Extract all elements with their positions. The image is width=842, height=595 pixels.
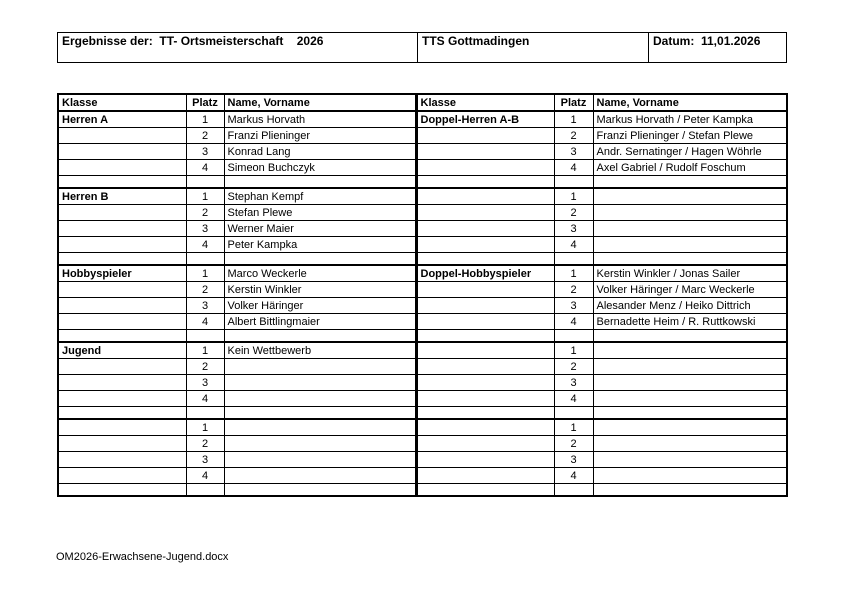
left-platz-cell: 2 bbox=[186, 128, 224, 144]
result-row bbox=[58, 205, 787, 221]
results-title: Ergebnisse der: TT- Ortsmeisterschaft 2026 bbox=[58, 33, 418, 63]
left-platz-cell: 4 bbox=[186, 160, 224, 176]
left-class-cell bbox=[58, 160, 186, 176]
left-name-cell: Stephan Kempf bbox=[224, 188, 416, 205]
result-row bbox=[58, 468, 787, 484]
column-header-right-platz: Platz bbox=[554, 94, 593, 111]
left-name-cell bbox=[224, 375, 416, 391]
results-table-header-row bbox=[58, 94, 787, 111]
left-name-cell bbox=[224, 391, 416, 407]
left-class-cell bbox=[58, 484, 186, 497]
result-row bbox=[58, 298, 787, 314]
left-name-cell bbox=[224, 452, 416, 468]
left-name-cell bbox=[224, 468, 416, 484]
left-class-cell bbox=[58, 144, 186, 160]
document-header-table bbox=[57, 32, 787, 63]
right-platz-cell bbox=[554, 407, 593, 420]
result-row bbox=[58, 265, 787, 282]
right-class-cell bbox=[416, 253, 554, 266]
left-name-cell bbox=[224, 253, 416, 266]
right-name-cell bbox=[593, 484, 787, 497]
right-class-cell bbox=[416, 160, 554, 176]
left-name-cell bbox=[224, 359, 416, 375]
date-label: Datum: 11,01.2026 bbox=[649, 33, 787, 63]
left-platz-cell: 3 bbox=[186, 375, 224, 391]
right-platz-cell: 3 bbox=[554, 144, 593, 160]
right-platz-cell: 4 bbox=[554, 468, 593, 484]
results-table bbox=[57, 93, 788, 497]
right-name-cell: Markus Horvath / Peter Kampka bbox=[593, 111, 787, 128]
right-platz-cell: 3 bbox=[554, 221, 593, 237]
right-name-cell: Kerstin Winkler / Jonas Sailer bbox=[593, 265, 787, 282]
left-name-cell: Franzi Plieninger bbox=[224, 128, 416, 144]
left-class-cell bbox=[58, 391, 186, 407]
left-platz-cell bbox=[186, 253, 224, 266]
left-class-cell bbox=[58, 359, 186, 375]
left-platz-cell: 1 bbox=[186, 188, 224, 205]
left-class-cell bbox=[58, 407, 186, 420]
left-class-cell bbox=[58, 419, 186, 436]
spacer-row bbox=[58, 330, 787, 343]
club-name: TTS Gottmadingen bbox=[418, 33, 649, 63]
right-class-cell bbox=[416, 144, 554, 160]
column-header-left-klasse: Klasse bbox=[58, 94, 186, 111]
left-class-cell bbox=[58, 375, 186, 391]
left-name-cell: Stefan Plewe bbox=[224, 205, 416, 221]
right-platz-cell: 4 bbox=[554, 237, 593, 253]
left-name-cell: Marco Weckerle bbox=[224, 265, 416, 282]
right-name-cell: Alesander Menz / Heiko Dittrich bbox=[593, 298, 787, 314]
right-class-cell bbox=[416, 452, 554, 468]
column-header-left-name: Name, Vorname bbox=[224, 94, 416, 111]
result-row bbox=[58, 375, 787, 391]
right-platz-cell: 2 bbox=[554, 359, 593, 375]
right-platz-cell: 4 bbox=[554, 160, 593, 176]
right-name-cell bbox=[593, 419, 787, 436]
right-name-cell: Axel Gabriel / Rudolf Foschum bbox=[593, 160, 787, 176]
column-header-left-platz: Platz bbox=[186, 94, 224, 111]
left-class-cell bbox=[58, 314, 186, 330]
result-row bbox=[58, 419, 787, 436]
left-class-cell bbox=[58, 237, 186, 253]
result-row bbox=[58, 391, 787, 407]
left-name-cell bbox=[224, 176, 416, 189]
left-name-cell bbox=[224, 436, 416, 452]
left-class-cell bbox=[58, 436, 186, 452]
result-row bbox=[58, 314, 787, 330]
right-platz-cell bbox=[554, 330, 593, 343]
right-name-cell bbox=[593, 237, 787, 253]
left-platz-cell: 2 bbox=[186, 436, 224, 452]
left-platz-cell bbox=[186, 330, 224, 343]
left-class-cell bbox=[58, 205, 186, 221]
left-class-cell: Jugend bbox=[58, 342, 186, 359]
right-class-cell bbox=[416, 342, 554, 359]
right-name-cell bbox=[593, 342, 787, 359]
right-name-cell: Franzi Plieninger / Stefan Plewe bbox=[593, 128, 787, 144]
right-name-cell bbox=[593, 407, 787, 420]
right-platz-cell: 3 bbox=[554, 375, 593, 391]
left-name-cell bbox=[224, 484, 416, 497]
right-platz-cell: 4 bbox=[554, 314, 593, 330]
left-name-cell: Werner Maier bbox=[224, 221, 416, 237]
result-row bbox=[58, 282, 787, 298]
spacer-row bbox=[58, 484, 787, 497]
right-name-cell bbox=[593, 188, 787, 205]
right-platz-cell: 2 bbox=[554, 128, 593, 144]
spacer-row bbox=[58, 253, 787, 266]
right-class-cell bbox=[416, 237, 554, 253]
left-class-cell bbox=[58, 298, 186, 314]
right-platz-cell bbox=[554, 253, 593, 266]
left-class-cell bbox=[58, 176, 186, 189]
document-header-row bbox=[58, 33, 787, 63]
left-platz-cell bbox=[186, 176, 224, 189]
right-class-cell bbox=[416, 375, 554, 391]
column-header-right-klasse: Klasse bbox=[416, 94, 554, 111]
right-name-cell bbox=[593, 375, 787, 391]
left-name-cell: Volker Häringer bbox=[224, 298, 416, 314]
result-row bbox=[58, 436, 787, 452]
left-name-cell: Markus Horvath bbox=[224, 111, 416, 128]
right-class-cell bbox=[416, 188, 554, 205]
right-class-cell bbox=[416, 298, 554, 314]
left-platz-cell: 4 bbox=[186, 468, 224, 484]
right-name-cell bbox=[593, 391, 787, 407]
left-class-cell bbox=[58, 253, 186, 266]
right-class-cell bbox=[416, 176, 554, 189]
left-class-cell: Herren B bbox=[58, 188, 186, 205]
right-platz-cell: 3 bbox=[554, 452, 593, 468]
footer-filename: OM2026-Erwachsene-Jugend.docx bbox=[56, 551, 229, 563]
right-name-cell bbox=[593, 205, 787, 221]
left-name-cell: Kerstin Winkler bbox=[224, 282, 416, 298]
left-platz-cell: 1 bbox=[186, 342, 224, 359]
left-class-cell: Herren A bbox=[58, 111, 186, 128]
left-name-cell: Konrad Lang bbox=[224, 144, 416, 160]
right-platz-cell: 1 bbox=[554, 342, 593, 359]
right-platz-cell: 4 bbox=[554, 391, 593, 407]
left-platz-cell: 1 bbox=[186, 265, 224, 282]
right-platz-cell: 2 bbox=[554, 282, 593, 298]
result-row bbox=[58, 237, 787, 253]
result-row bbox=[58, 188, 787, 205]
right-platz-cell bbox=[554, 484, 593, 497]
result-row bbox=[58, 359, 787, 375]
right-class-cell bbox=[416, 391, 554, 407]
left-platz-cell bbox=[186, 484, 224, 497]
left-name-cell: Albert Bittlingmaier bbox=[224, 314, 416, 330]
right-name-cell bbox=[593, 221, 787, 237]
right-name-cell: Andr. Sernatinger / Hagen Wöhrle bbox=[593, 144, 787, 160]
right-name-cell bbox=[593, 468, 787, 484]
result-row bbox=[58, 221, 787, 237]
left-platz-cell: 4 bbox=[186, 391, 224, 407]
right-platz-cell: 2 bbox=[554, 436, 593, 452]
left-platz-cell: 3 bbox=[186, 452, 224, 468]
right-name-cell bbox=[593, 359, 787, 375]
right-name-cell bbox=[593, 176, 787, 189]
left-platz-cell: 3 bbox=[186, 221, 224, 237]
left-platz-cell: 4 bbox=[186, 314, 224, 330]
right-platz-cell bbox=[554, 176, 593, 189]
result-row bbox=[58, 160, 787, 176]
right-name-cell: Bernadette Heim / R. Ruttkowski bbox=[593, 314, 787, 330]
right-name-cell bbox=[593, 253, 787, 266]
left-platz-cell: 2 bbox=[186, 359, 224, 375]
left-class-cell bbox=[58, 282, 186, 298]
right-class-cell bbox=[416, 314, 554, 330]
result-row bbox=[58, 111, 787, 128]
left-platz-cell bbox=[186, 407, 224, 420]
result-row bbox=[58, 144, 787, 160]
right-platz-cell: 1 bbox=[554, 188, 593, 205]
left-platz-cell: 4 bbox=[186, 237, 224, 253]
left-class-cell bbox=[58, 128, 186, 144]
right-class-cell bbox=[416, 359, 554, 375]
left-platz-cell: 2 bbox=[186, 282, 224, 298]
right-name-cell: Volker Häringer / Marc Weckerle bbox=[593, 282, 787, 298]
right-platz-cell: 2 bbox=[554, 205, 593, 221]
left-platz-cell: 3 bbox=[186, 144, 224, 160]
right-class-cell bbox=[416, 128, 554, 144]
spacer-row bbox=[58, 407, 787, 420]
right-class-cell: Doppel-Herren A-B bbox=[416, 111, 554, 128]
left-name-cell bbox=[224, 419, 416, 436]
right-name-cell bbox=[593, 452, 787, 468]
right-platz-cell: 1 bbox=[554, 419, 593, 436]
left-name-cell bbox=[224, 407, 416, 420]
right-class-cell bbox=[416, 484, 554, 497]
right-class-cell bbox=[416, 282, 554, 298]
column-header-right-name: Name, Vorname bbox=[593, 94, 787, 111]
right-class-cell bbox=[416, 205, 554, 221]
right-name-cell bbox=[593, 330, 787, 343]
spacer-row bbox=[58, 176, 787, 189]
right-class-cell bbox=[416, 330, 554, 343]
left-class-cell bbox=[58, 452, 186, 468]
right-class-cell bbox=[416, 436, 554, 452]
right-platz-cell: 3 bbox=[554, 298, 593, 314]
right-platz-cell: 1 bbox=[554, 111, 593, 128]
right-class-cell bbox=[416, 419, 554, 436]
left-platz-cell: 1 bbox=[186, 111, 224, 128]
left-class-cell bbox=[58, 221, 186, 237]
right-platz-cell: 1 bbox=[554, 265, 593, 282]
left-name-cell: Kein Wettbewerb bbox=[224, 342, 416, 359]
left-class-cell: Hobbyspieler bbox=[58, 265, 186, 282]
result-row bbox=[58, 128, 787, 144]
left-name-cell: Peter Kampka bbox=[224, 237, 416, 253]
left-platz-cell: 2 bbox=[186, 205, 224, 221]
right-name-cell bbox=[593, 436, 787, 452]
left-name-cell: Simeon Buchczyk bbox=[224, 160, 416, 176]
result-row bbox=[58, 342, 787, 359]
left-platz-cell: 3 bbox=[186, 298, 224, 314]
left-class-cell bbox=[58, 330, 186, 343]
right-class-cell bbox=[416, 221, 554, 237]
right-class-cell bbox=[416, 407, 554, 420]
left-name-cell bbox=[224, 330, 416, 343]
right-class-cell bbox=[416, 468, 554, 484]
result-row bbox=[58, 452, 787, 468]
left-class-cell bbox=[58, 468, 186, 484]
right-class-cell: Doppel-Hobbyspieler bbox=[416, 265, 554, 282]
left-platz-cell: 1 bbox=[186, 419, 224, 436]
